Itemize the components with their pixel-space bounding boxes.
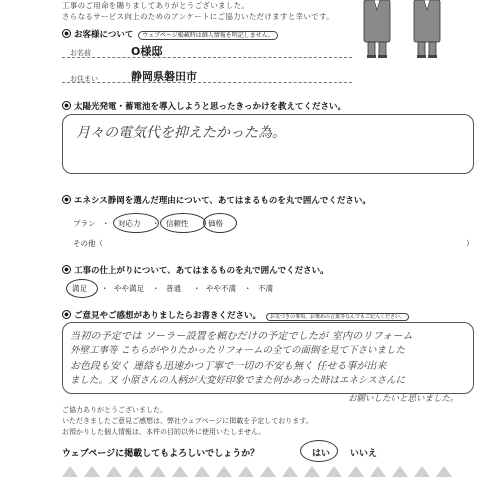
- q3-option-satisfied: 満足: [72, 284, 87, 293]
- q2-other-label: その他（: [73, 239, 103, 248]
- q2-plan-label: プラン: [73, 219, 96, 228]
- q3-option-somewhat-satisfied: やや満足: [114, 284, 144, 293]
- footer-line-3: お預かりした個人情報は、本件の目的以外に使用いたしません。: [62, 428, 266, 436]
- triangle-icon: [348, 466, 364, 477]
- triangle-icon: [84, 466, 100, 477]
- q3-selected-circle: [66, 279, 98, 298]
- publish-question: ウェブページに掲載してもよろしいでしょうか？: [62, 449, 260, 459]
- q2-option-reliability: 信頼性: [166, 219, 189, 228]
- section-bullet-icon: [62, 310, 71, 319]
- address-underline: [62, 82, 352, 83]
- triangle-icon: [216, 466, 232, 477]
- section-bullet-icon: [62, 101, 71, 110]
- q2-option-price: 価格: [208, 219, 223, 228]
- triangle-icon: [370, 466, 386, 477]
- q4-note: お気づきの事項、お褒めの言葉等なんでもご記入ください。: [266, 313, 409, 321]
- q4-line-5: お願いしたいと思いました。: [348, 394, 459, 404]
- intro-line-1: 工事のご用命を賜りましてありがとうございました。: [62, 1, 250, 10]
- q2-option-response: 対応力: [118, 219, 141, 228]
- section-bullet-icon: [62, 265, 71, 274]
- staff-illustration: [350, 0, 480, 60]
- q1-answer: 月々の電気代を抑えたかった為。: [76, 125, 286, 141]
- address-label: お住まい: [70, 75, 98, 83]
- triangle-icon: [172, 466, 188, 477]
- triangle-icon: [304, 466, 320, 477]
- triangle-icon: [392, 466, 408, 477]
- q4-title: ご意見やご感想がありましたらお書きください。 お気づきの事項、お褒めの言葉等なんでもご記入ください。: [62, 309, 409, 321]
- q4-line-4: ました。又 小原さんの人柄が大変好印象でまた何かあった時はエネシスさんに: [70, 375, 406, 386]
- triangle-icon: [62, 466, 78, 477]
- q4-line-3: お色段も安く 連絡も迅速かつ丁寧で一切の不安も無く 任せる事が出来: [70, 361, 387, 372]
- q3-option-somewhat-dissatisfied: やや不満: [206, 284, 236, 293]
- customer-section-title: お客様について ウェブページ掲載時は個人情報を明記しません。: [62, 28, 278, 40]
- triangle-icon: [260, 466, 276, 477]
- q2-other-close: ）: [466, 239, 474, 248]
- triangle-icon: [282, 466, 298, 477]
- triangle-icon: [194, 466, 210, 477]
- name-value: O様邸: [131, 45, 163, 58]
- publish-yes-circle: [300, 440, 338, 462]
- name-label: お名前: [70, 49, 91, 57]
- q4-line-1: 当初の予定では ソーラー設置を頼むだけの予定でしたが 室内のリフォーム: [70, 331, 413, 342]
- triangle-icon: [106, 466, 122, 477]
- triangle-icon: [150, 466, 166, 477]
- q2-price-circle: [203, 213, 237, 233]
- footer-line-2: いただきましたご意見ご感想は、弊社ウェブページに掲載を予定しております。: [62, 417, 313, 425]
- triangle-icon: [414, 466, 430, 477]
- decorative-triangle-border: [0, 466, 480, 480]
- intro-line-2: さらなるサービス向上のためのアンケートにご協力いただけますと幸いです。: [62, 12, 334, 21]
- q1-title: 太陽光発電・蓄電池を導入しようと思ったきっかけを教えてください。: [62, 100, 346, 112]
- q3-option-dissatisfied: 不満: [258, 284, 273, 293]
- triangle-icon: [238, 466, 254, 477]
- address-value: 静岡県磐田市: [131, 70, 197, 83]
- q2-title: エネシス静岡を選んだ理由について、あてはまるものを丸で囲んでください。: [62, 194, 371, 206]
- footer-line-1: ご協力ありがとうございました。: [62, 406, 167, 414]
- publish-no[interactable]: いいえ: [350, 449, 378, 459]
- triangle-icon: [326, 466, 342, 477]
- publish-yes[interactable]: はい: [312, 449, 331, 459]
- privacy-note: ウェブページ掲載時は個人情報を明記しません。: [138, 31, 278, 40]
- section-bullet-icon: [62, 195, 71, 204]
- q3-option-normal: 普通: [166, 284, 181, 293]
- triangle-icon: [128, 466, 144, 477]
- triangle-icon: [436, 466, 452, 477]
- q4-line-2: 外壁工事等 こちらがやりたかったリフォームの全ての面倒を見て下さいました: [70, 345, 406, 356]
- section-bullet-icon: [62, 29, 71, 38]
- q3-title: 工事の仕上がりについて、あてはまるものを丸で囲んでください。: [62, 264, 329, 276]
- name-underline: [62, 57, 352, 58]
